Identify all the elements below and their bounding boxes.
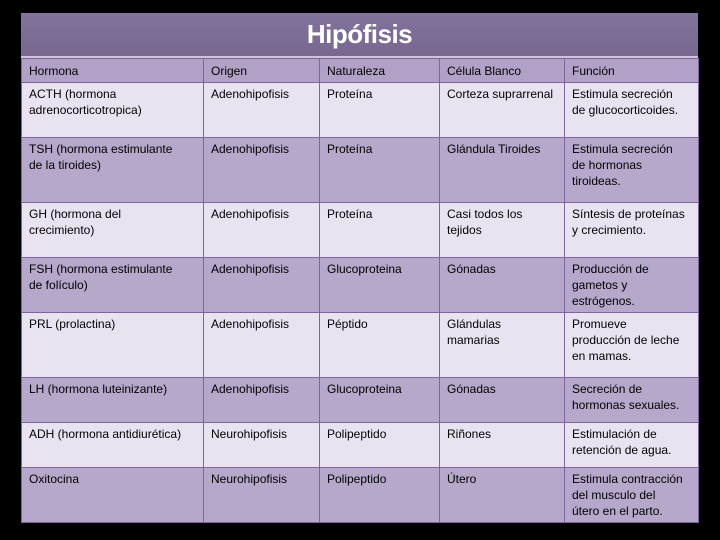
cell-funcion: Promueve producción de leche en mamas. (565, 313, 699, 378)
slide-title: Hipófisis (306, 19, 413, 49)
cell-funcion: Producción de gametos y estrógenos. (565, 258, 699, 313)
cell-funcion: Estimula secreción de glucocorticoides. (565, 83, 699, 138)
cell-origen: Neurohipofisis (204, 423, 320, 468)
cell-hormona: FSH (hormona estimulante de folículo) (22, 258, 204, 313)
cell-naturaleza: Glucoproteina (320, 378, 440, 423)
cell-naturaleza: Glucoproteina (320, 258, 440, 313)
cell-celula-blanco: Riñones (440, 423, 565, 468)
table-row-prl (22, 313, 699, 378)
cell-origen: Adenohipofisis (204, 83, 320, 138)
cell-hormona: GH (hormona del crecimiento) (22, 203, 204, 258)
column-header-naturaleza: Naturaleza (320, 59, 440, 83)
cell-celula-blanco: Gónadas (440, 258, 565, 313)
column-header-funcion: Función (565, 59, 699, 83)
table-row-gh (22, 203, 699, 258)
cell-celula-blanco: Glándula Tiroides (440, 138, 565, 203)
hormone-table (21, 58, 699, 523)
cell-celula-blanco: Corteza suprarrenal (440, 83, 565, 138)
cell-celula-blanco: Casi todos los tejidos (440, 203, 565, 258)
cell-funcion: Secreción de hormonas sexuales. (565, 378, 699, 423)
column-header-celula-blanco: Célula Blanco (440, 59, 565, 83)
column-header-hormona: Hormona (22, 59, 204, 83)
table-row-tsh (22, 138, 699, 203)
cell-funcion: Síntesis de proteínas y crecimiento. (565, 203, 699, 258)
cell-origen: Adenohipofisis (204, 313, 320, 378)
cell-celula-blanco: Útero (440, 468, 565, 523)
cell-hormona: PRL (prolactina) (22, 313, 204, 378)
table-row-fsh (22, 258, 699, 313)
cell-funcion: Estimulación de retención de agua. (565, 423, 699, 468)
cell-naturaleza: Péptido (320, 313, 440, 378)
slide (21, 13, 698, 522)
cell-hormona: ACTH (hormona adrenocorticotropica) (22, 83, 204, 138)
cell-funcion: Estimula contracción del musculo del útero en el parto. (565, 468, 699, 523)
cell-funcion: Estimula secreción de hormonas tiroideas. (565, 138, 699, 203)
cell-naturaleza: Proteína (320, 138, 440, 203)
cell-naturaleza: Proteína (320, 83, 440, 138)
table-row-acth (22, 83, 699, 138)
cell-origen: Adenohipofisis (204, 203, 320, 258)
cell-celula-blanco: Glándulas mamarias (440, 313, 565, 378)
column-header-origen: Origen (204, 59, 320, 83)
cell-origen: Adenohipofisis (204, 258, 320, 313)
cell-celula-blanco: Gónadas (440, 378, 565, 423)
cell-naturaleza: Polipeptido (320, 423, 440, 468)
header-row (22, 59, 699, 83)
table-row-adh (22, 423, 699, 468)
cell-hormona: LH (hormona luteinizante) (22, 378, 204, 423)
cell-origen: Neurohipofisis (204, 468, 320, 523)
cell-hormona: TSH (hormona estimulante de la tiroides) (22, 138, 204, 203)
cell-origen: Adenohipofisis (204, 378, 320, 423)
cell-naturaleza: Polipeptido (320, 468, 440, 523)
cell-naturaleza: Proteína (320, 203, 440, 258)
table-row-lh (22, 378, 699, 423)
cell-hormona: Oxitocina (22, 468, 204, 523)
title-band (21, 13, 698, 58)
cell-origen: Adenohipofisis (204, 138, 320, 203)
table-row-oxitocina (22, 468, 699, 523)
cell-hormona: ADH (hormona antidiurética) (22, 423, 204, 468)
